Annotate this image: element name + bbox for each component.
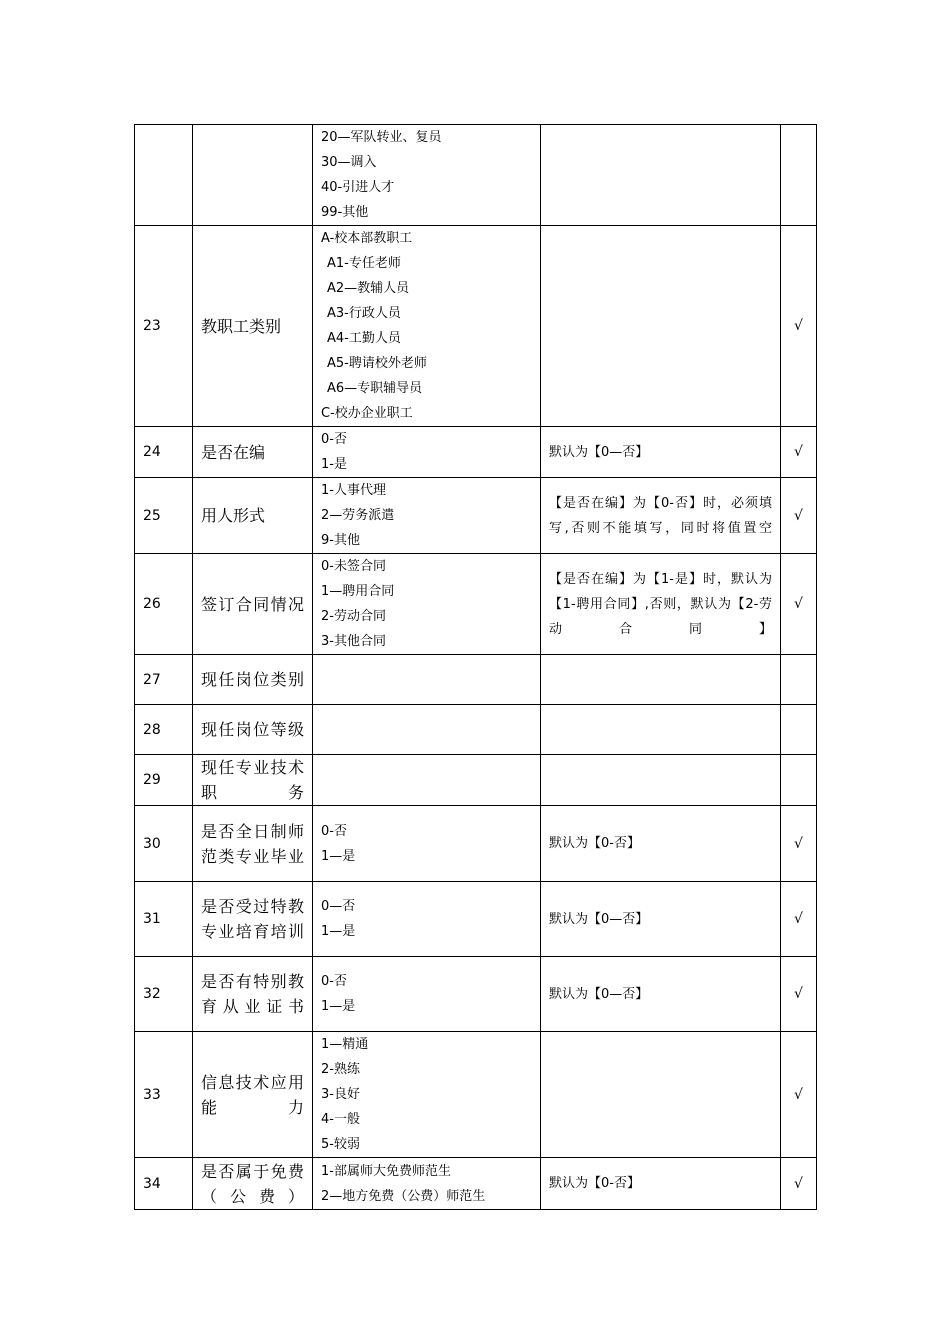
note: [541, 705, 781, 755]
code-item: 99-其他: [321, 205, 369, 220]
code-item: 2—劳务派遣: [321, 508, 395, 523]
field-name: 是否有特别教育从业证书: [193, 957, 313, 1032]
field-name: 教职工类别: [193, 226, 313, 427]
code-item: 1—是: [321, 848, 356, 864]
code-list: [313, 1032, 541, 1158]
field-name: 用人形式: [193, 478, 313, 554]
note: [541, 226, 781, 427]
field-name: 现任岗位类别: [193, 655, 313, 705]
table-row: [135, 957, 817, 1032]
code-item: 30—调入: [321, 155, 377, 170]
code-item: 1-人事代理: [321, 483, 386, 498]
check-mark: √: [781, 957, 817, 1032]
note: 默认为【0—否】: [541, 882, 781, 957]
note: 【是否在编】为【1-是】时，默认为【1-聘用合同】,否则，默认为【2-劳动合同】: [541, 554, 781, 655]
check-mark: √: [781, 226, 817, 427]
code-item: 0—否: [321, 899, 356, 914]
note: 默认为【0-否】: [541, 806, 781, 882]
note: 【是否在编】为【0-否】时，必须填写,否则不能填写，同时将值置空: [541, 478, 781, 554]
table-row: [135, 655, 817, 705]
field-name: 是否全日制师范类专业毕业: [193, 806, 313, 882]
code-item: A1-专任老师: [327, 256, 401, 271]
table-row: [135, 705, 817, 755]
code-item: 9-其他: [321, 533, 360, 548]
field-name: 是否属于免费（公费）: [193, 1158, 313, 1210]
note: 默认为【0-否】: [541, 1158, 781, 1210]
code-item: 3-其他合同: [321, 634, 386, 649]
code-item: 1—聘用合同: [321, 584, 395, 599]
code-list: [313, 882, 541, 957]
code-item: 4-一般: [321, 1112, 360, 1127]
table-row: [135, 882, 817, 957]
code-list: [313, 655, 541, 705]
code-item: 40-引进人才: [321, 180, 395, 195]
field-name: [193, 125, 313, 226]
code-list: [313, 1158, 541, 1210]
code-list: [313, 755, 541, 806]
table-row: [135, 755, 817, 806]
code-item: 1—是: [321, 999, 356, 1014]
code-item: 20—军队转业、复员: [321, 130, 442, 145]
row-number: 34: [135, 1158, 193, 1210]
field-name: 现任岗位等级: [193, 705, 313, 755]
note: [541, 125, 781, 226]
code-item: 1-部属师大免费师范生: [321, 1163, 451, 1179]
table-row: [135, 806, 817, 882]
field-name: 是否在编: [193, 427, 313, 478]
code-item: A2—教辅人员: [327, 281, 410, 296]
note: 默认为【0—否】: [541, 427, 781, 478]
code-item: 0-否: [321, 823, 347, 839]
code-item: 0-否: [321, 974, 347, 989]
field-name: 现任专业技术职务: [193, 755, 313, 806]
row-number: [135, 125, 193, 226]
code-item: 0-否: [321, 432, 347, 447]
code-list: [313, 957, 541, 1032]
check-mark: √: [781, 806, 817, 882]
code-list: [313, 125, 541, 226]
note: [541, 755, 781, 806]
row-number: 32: [135, 957, 193, 1032]
check-mark: [781, 125, 817, 226]
check-mark: √: [781, 554, 817, 655]
data-table: [134, 124, 817, 1210]
row-number: 28: [135, 705, 193, 755]
check-mark: [781, 755, 817, 806]
code-list: [313, 226, 541, 427]
row-number: 31: [135, 882, 193, 957]
note: [541, 655, 781, 705]
row-number: 29: [135, 755, 193, 806]
row-number: 30: [135, 806, 193, 882]
code-item: 2-熟练: [321, 1062, 360, 1077]
code-item: 3-良好: [321, 1087, 360, 1102]
note: 默认为【0—否】: [541, 957, 781, 1032]
code-item: A6—专职辅导员: [327, 381, 423, 396]
code-item: 2-劳动合同: [321, 609, 386, 624]
code-item: 1—精通: [321, 1037, 369, 1052]
check-mark: √: [781, 1158, 817, 1210]
row-number: 25: [135, 478, 193, 554]
code-list: [313, 427, 541, 478]
check-mark: √: [781, 427, 817, 478]
code-list: [313, 806, 541, 882]
check-mark: [781, 705, 817, 755]
check-mark: √: [781, 478, 817, 554]
table-row: [135, 125, 817, 226]
code-item: A5-聘请校外老师: [327, 356, 427, 371]
row-number: 26: [135, 554, 193, 655]
row-number: 27: [135, 655, 193, 705]
code-item: 1—是: [321, 924, 356, 939]
code-item: 5-较弱: [321, 1137, 360, 1152]
code-list: [313, 478, 541, 554]
field-name: 签订合同情况: [193, 554, 313, 655]
table-row: [135, 1158, 817, 1210]
code-list: [313, 705, 541, 755]
code-list: [313, 554, 541, 655]
code-item: 0-未签合同: [321, 559, 386, 574]
field-name: 是否受过特教专业培育培训: [193, 882, 313, 957]
code-item: 1-是: [321, 457, 347, 472]
check-mark: √: [781, 882, 817, 957]
code-item: A3-行政人员: [327, 306, 401, 321]
row-number: 23: [135, 226, 193, 427]
code-item: A-校本部教职工: [321, 231, 413, 246]
table-row: [135, 554, 817, 655]
row-number: 24: [135, 427, 193, 478]
field-name: 信息技术应用能力: [193, 1032, 313, 1158]
code-item: A4-工勤人员: [327, 331, 401, 346]
check-mark: [781, 655, 817, 705]
code-item: C-校办企业职工: [321, 406, 413, 421]
table-row: [135, 478, 817, 554]
row-number: 33: [135, 1032, 193, 1158]
table-row: [135, 226, 817, 427]
code-item: 2—地方免费（公费）师范生: [321, 1188, 486, 1204]
table-row: [135, 427, 817, 478]
table-row: [135, 1032, 817, 1158]
check-mark: √: [781, 1032, 817, 1158]
note: [541, 1032, 781, 1158]
